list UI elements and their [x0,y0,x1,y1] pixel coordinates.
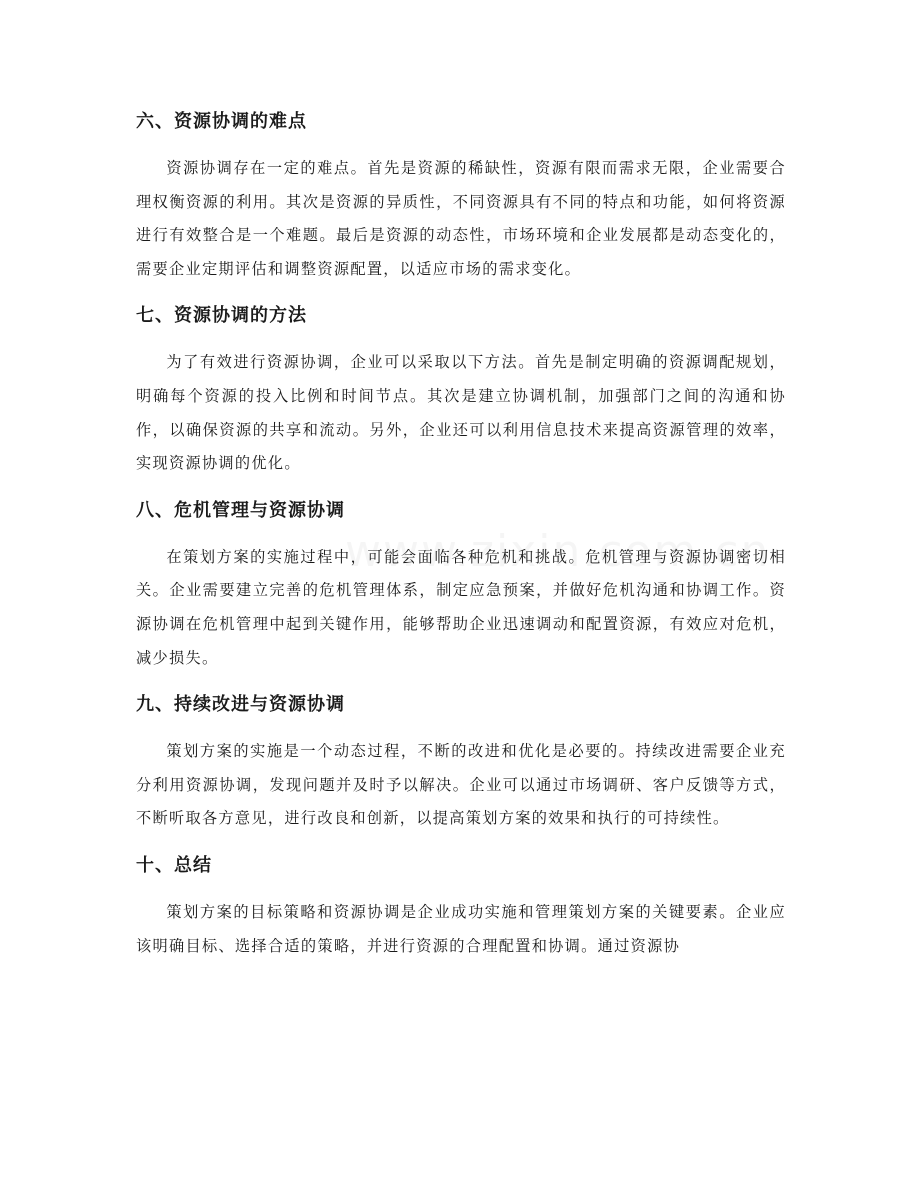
document-body [136,104,786,975]
section-heading: 十、总结 [136,854,212,876]
section-9 [136,687,786,836]
section-paragraph: 资源协调存在一定的难点。首先是资源的稀缺性，资源有限而需求无限，企业需要合理权衡资源的利用。其次是资源的异质性，不同资源具有不同的特点和功能，如何将资源进行有效整合是一个难题。最后是资源的动态性，市场环境和企业发展都是动态变化的，需要企业定期评估和调整资源配置，以适应市场的需求变化。 [136,159,786,278]
section-heading: 七、资源协调的方法 [136,305,307,327]
section-6 [136,104,786,286]
section-heading: 六、资源协调的难点 [136,111,307,132]
section-8 [136,493,786,675]
section-paragraph: 策划方案的实施是一个动态过程，不断的改进和优化是必要的。持续改进需要企业充分利用资源协调，发现问题并及时予以解决。企业可以通过市场调研、客户反馈等方式，不断听取各方意见，进行改良和创新，以提高策划方案的效果和执行的可持续性。 [136,742,786,828]
section-heading: 八、危机管理与资源协调 [136,499,345,521]
section-7 [136,298,786,480]
section-paragraph: 策划方案的目标策略和资源协调是企业成功实施和管理策划方案的关键要素。企业应该明确目标、选择合适的策略，并进行资源的合理配置和协调。通过资源协 [136,902,786,955]
section-heading: 九、持续改进与资源协调 [136,694,345,716]
section-paragraph: 在策划方案的实施过程中，可能会面临各种危机和挑战。危机管理与资源协调密切相关。企业需要建立完善的危机管理体系，制定应急预案，并做好危机沟通和协调工作。资源协调在危机管理中起到关键作用，能够帮助企业迅速调动和配置资源，有效应对危机，减少损失。 [136,547,786,667]
section-10 [136,848,786,963]
section-paragraph: 为了有效进行资源协调，企业可以采取以下方法。首先是制定明确的资源调配规划，明确每个资源的投入比例和时间节点。其次是建立协调机制，加强部门之间的沟通和协作，以确保资源的共享和流动。另外，企业还可以利用信息技术来提高资源管理的效率，实现资源协调的优化。 [136,353,786,473]
